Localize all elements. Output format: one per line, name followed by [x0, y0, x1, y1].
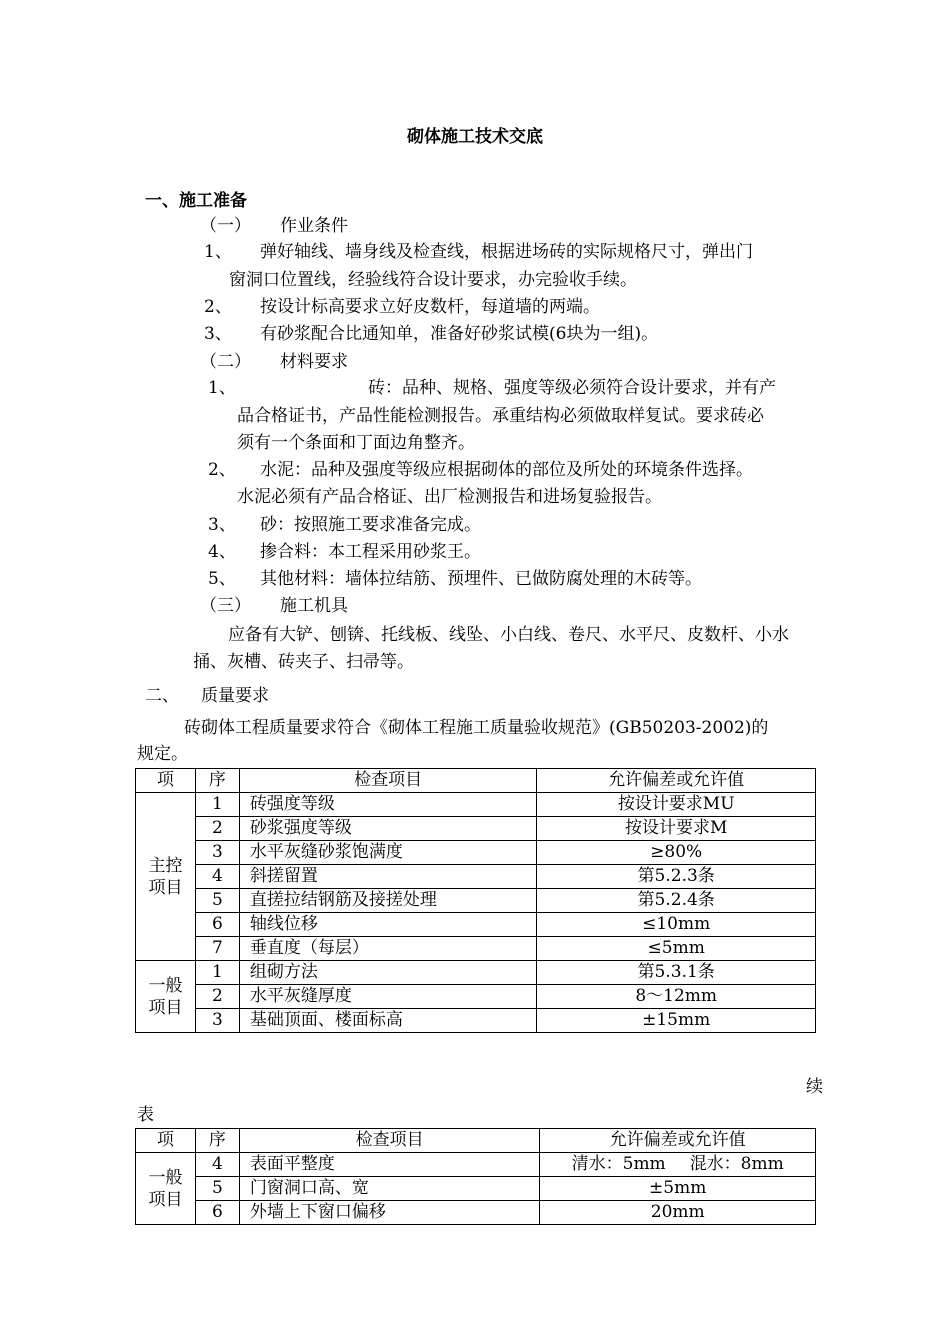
tools-line-2: 捅、灰槽、砖夹子、扫帚等。	[193, 652, 414, 672]
header-category: 项	[136, 769, 196, 793]
row-item: 水平灰缝厚度	[239, 985, 537, 1009]
header-item: 检查项目	[239, 769, 537, 793]
row-item: 外墙上下窗口偏移	[239, 1201, 540, 1225]
header-value: 允许偏差或允许值	[540, 1129, 816, 1153]
quality-line-2: 规定。	[137, 744, 188, 764]
row-item: 表面平整度	[239, 1153, 540, 1177]
document-title: 砌体施工技术交底	[407, 127, 543, 147]
item-3-text: 有砂浆配合比通知单，准备好砂浆试模(6块为一组)。	[260, 324, 659, 344]
row-value: 20mm	[540, 1201, 816, 1225]
material-5-text: 其他材料：墙体拉结筋、预埋件、已做防腐处理的木砖等。	[260, 569, 702, 589]
header-number: 序	[195, 769, 239, 793]
table-header-row	[136, 1129, 816, 1153]
section-2-number: 二、	[145, 686, 179, 706]
material-1-line-2: 品合格证书，产品性能检测报告。承重结构必须做取样复试。要求砖必	[237, 406, 764, 426]
quality-table-1	[135, 768, 816, 1033]
table-row	[136, 1201, 816, 1225]
row-number: 7	[195, 937, 239, 961]
row-number: 3	[195, 1009, 239, 1033]
material-3-number: 3、	[208, 515, 236, 535]
item-2-text: 按设计标高要求立好皮数杆，每道墙的两端。	[260, 297, 600, 317]
subsection-2-number: （二）	[200, 352, 251, 372]
value-clear-water: 清水：5mm	[571, 1154, 666, 1174]
table-row	[136, 841, 816, 865]
table-row	[136, 793, 816, 817]
material-2-line-2: 水泥必须有产品合格证、出厂检测报告和进场复验报告。	[237, 487, 662, 507]
continued-label-1: 续	[806, 1077, 823, 1097]
row-value: ≤10mm	[537, 913, 816, 937]
item-1-number: 1、	[204, 242, 232, 262]
item-3-number: 3、	[204, 324, 232, 344]
row-value: 第5.2.4条	[537, 889, 816, 913]
table-row	[136, 985, 816, 1009]
row-value: ≤5mm	[537, 937, 816, 961]
item-2-number: 2、	[204, 297, 232, 317]
row-value: ±5mm	[540, 1177, 816, 1201]
row-value: 8～12mm	[537, 985, 816, 1009]
continued-label-2: 表	[137, 1105, 154, 1125]
table-row	[136, 961, 816, 985]
table-row	[136, 937, 816, 961]
group-general: 一般项目	[136, 1153, 196, 1225]
material-4-number: 4、	[208, 542, 236, 562]
row-number: 3	[195, 841, 239, 865]
row-number: 5	[195, 1177, 239, 1201]
row-number: 2	[195, 985, 239, 1009]
row-item: 垂直度（每层）	[239, 937, 537, 961]
material-1-number: 1、	[208, 378, 236, 398]
table-row	[136, 865, 816, 889]
row-number: 4	[195, 865, 239, 889]
table-row	[136, 889, 816, 913]
material-1-line-1: 砖：品种、规格、强度等级必须符合设计要求，并有产	[368, 378, 776, 398]
row-item: 组砌方法	[239, 961, 537, 985]
table-row	[136, 817, 816, 841]
table-row	[136, 1009, 816, 1033]
subsection-3-title: 施工机具	[280, 596, 348, 616]
row-value: 按设计要求MU	[537, 793, 816, 817]
material-5-number: 5、	[208, 569, 236, 589]
row-number: 6	[195, 1201, 239, 1225]
quality-line-1: 砖砌体工程质量要求符合《砌体工程施工质量验收规范》(GB50203-2002)的	[184, 718, 769, 738]
row-item: 砖强度等级	[239, 793, 537, 817]
item-1-line-1: 弹好轴线、墙身线及检查线，根据进场砖的实际规格尺寸，弹出门	[260, 242, 753, 262]
row-number: 1	[195, 793, 239, 817]
row-value	[540, 1153, 816, 1177]
table-row	[136, 1153, 816, 1177]
material-1-line-3: 须有一个条面和丁面边角整齐。	[237, 433, 475, 453]
group-general: 一般项目	[136, 961, 196, 1033]
subsection-2-title: 材料要求	[280, 352, 348, 372]
item-1-line-2: 窗洞口位置线，经验线符合设计要求，办完验收手续。	[229, 270, 637, 290]
row-item: 直搓拉结钢筋及接搓处理	[239, 889, 537, 913]
table-row	[136, 1177, 816, 1201]
table-row	[136, 913, 816, 937]
header-number: 序	[195, 1129, 239, 1153]
group-main-control: 主控项目	[136, 793, 196, 961]
material-3-text: 砂：按照施工要求准备完成。	[260, 515, 481, 535]
row-number: 6	[195, 913, 239, 937]
row-number: 5	[195, 889, 239, 913]
row-value: 第5.3.1条	[537, 961, 816, 985]
header-item: 检查项目	[239, 1129, 540, 1153]
table-header-row	[136, 769, 816, 793]
row-number: 2	[195, 817, 239, 841]
subsection-3-number: （三）	[200, 596, 251, 616]
subsection-1-number: （一）	[200, 216, 251, 236]
row-value: ≥80%	[537, 841, 816, 865]
row-value: 按设计要求M	[537, 817, 816, 841]
row-item: 门窗洞口高、宽	[239, 1177, 540, 1201]
section-2-title: 质量要求	[201, 686, 269, 706]
material-2-line-1: 水泥：品种及强度等级应根据砌体的部位及所处的环境条件选择。	[260, 460, 753, 480]
header-value: 允许偏差或允许值	[537, 769, 816, 793]
row-value: ±15mm	[537, 1009, 816, 1033]
value-mixed-water: 混水：8mm	[689, 1154, 784, 1174]
row-number: 1	[195, 961, 239, 985]
row-item: 轴线位移	[239, 913, 537, 937]
section-1-heading: 一、施工准备	[145, 191, 247, 211]
row-value: 第5.2.3条	[537, 865, 816, 889]
row-item: 砂浆强度等级	[239, 817, 537, 841]
row-item: 斜搓留置	[239, 865, 537, 889]
material-4-text: 掺合料：本工程采用砂浆王。	[260, 542, 481, 562]
row-number: 4	[195, 1153, 239, 1177]
subsection-1-title: 作业条件	[280, 216, 348, 236]
tools-line-1: 应备有大铲、刨锛、托线板、线坠、小白线、卷尺、水平尺、皮数杆、小水	[228, 625, 789, 645]
quality-table-2	[135, 1128, 816, 1225]
header-category: 项	[136, 1129, 196, 1153]
row-item: 水平灰缝砂浆饱满度	[239, 841, 537, 865]
material-2-number: 2、	[208, 460, 236, 480]
row-item: 基础顶面、楼面标高	[239, 1009, 537, 1033]
